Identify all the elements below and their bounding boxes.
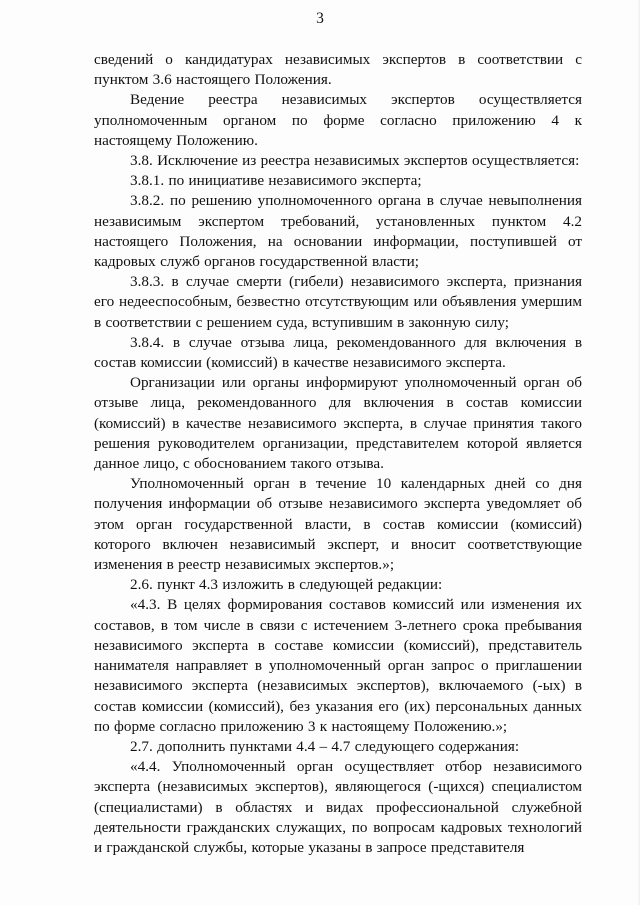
paragraph-registry-candidates: сведений о кандидатурах независимых экспертов в соответствии с пунктом 3.6 настоящего Положения. [94,51,582,89]
page-number: 3 [316,10,324,27]
paragraph-4-3: «4.3. В целях формирования составов комиссий или изменения их составов, в том числе в связи с истечением 3-летнего срока пребывания независимого эксперта в составе комиссии (комиссий), представитель нанимателя направляет в уполномоченный орган запрос о приглашении независимого эксперта (независимых экспертов), включаемого (-ых) в состав комиссии (комиссий), без указания его (их) персональных данных по форме согласно приложению 3 к настоящему Положению.»; [94,596,582,735]
paragraph-3-8: 3.8. Исключение из реестра независимых экспертов осуществляется: [130,152,580,170]
paragraph-2-6: 2.6. пункт 4.3 изложить в следующей редакции: [130,576,443,594]
paragraph-registry-maintenance: Ведение реестра независимых экспертов осуществляется уполномоченным органом по форме согласно приложению 4 к настоящему Положению. [94,91,582,149]
paragraph-3-8-4: 3.8.4. в случае отзыва лица, рекомендованного для включения в состав комиссии (комиссий) в качестве независимого эксперта. [94,333,582,372]
paragraph-2-7: 2.7. дополнить пунктами 4.4 – 4.7 следующего содержания: [130,737,520,755]
paragraph-authority-notifies: Уполномоченный орган в течение 10 календарных дней со дня получения информации об отзыве независимого эксперта уведомляет об этом орган государственной власти, в состав комиссии (комиссий) которого включен независимый эксперт, и вносит соответствующие изменения в реестр независимых экспертов.»; [94,475,582,574]
paragraph-3-8-2: 3.8.2. по решению уполномоченного органа в случае невыполнения независимым экспертом требований, установленных пунктом 4.2 настоящего Положения, на основании информации, поступившей от кадровых служб органов государственной власти; [94,192,582,271]
paragraph-4-4: «4.4. Уполномоченный орган осуществляет отбор независимого эксперта (независимых экспертов), являющегося (-щихся) специалистом (специалистами) в областях и видах профессиональной служебной деятельности гражданских служащих, по вопросам кадровых технологий и гражданской службы, которые указаны в запросе представителя [94,758,582,856]
paragraph-organizations-inform: Организации или органы информируют уполномоченный орган об отзыве лица, рекомендованного для включения в состав комиссии (комиссий) в качестве независимого эксперта, в случае принятия такого решения руководителем организации, представителем которой является данное лицо, с обоснованием такого отзыва. [94,374,582,473]
paragraph-3-8-1: 3.8.1. по инициативе независимого эксперта; [130,172,422,190]
document-body [94,50,582,858]
paragraph-3-8-3: 3.8.3. в случае смерти (гибели) независимого эксперта, признания его недееспособным, безвестно отсутствующим или объявления умершим в соответствии с решением суда, вступившим в законную силу; [94,273,582,331]
